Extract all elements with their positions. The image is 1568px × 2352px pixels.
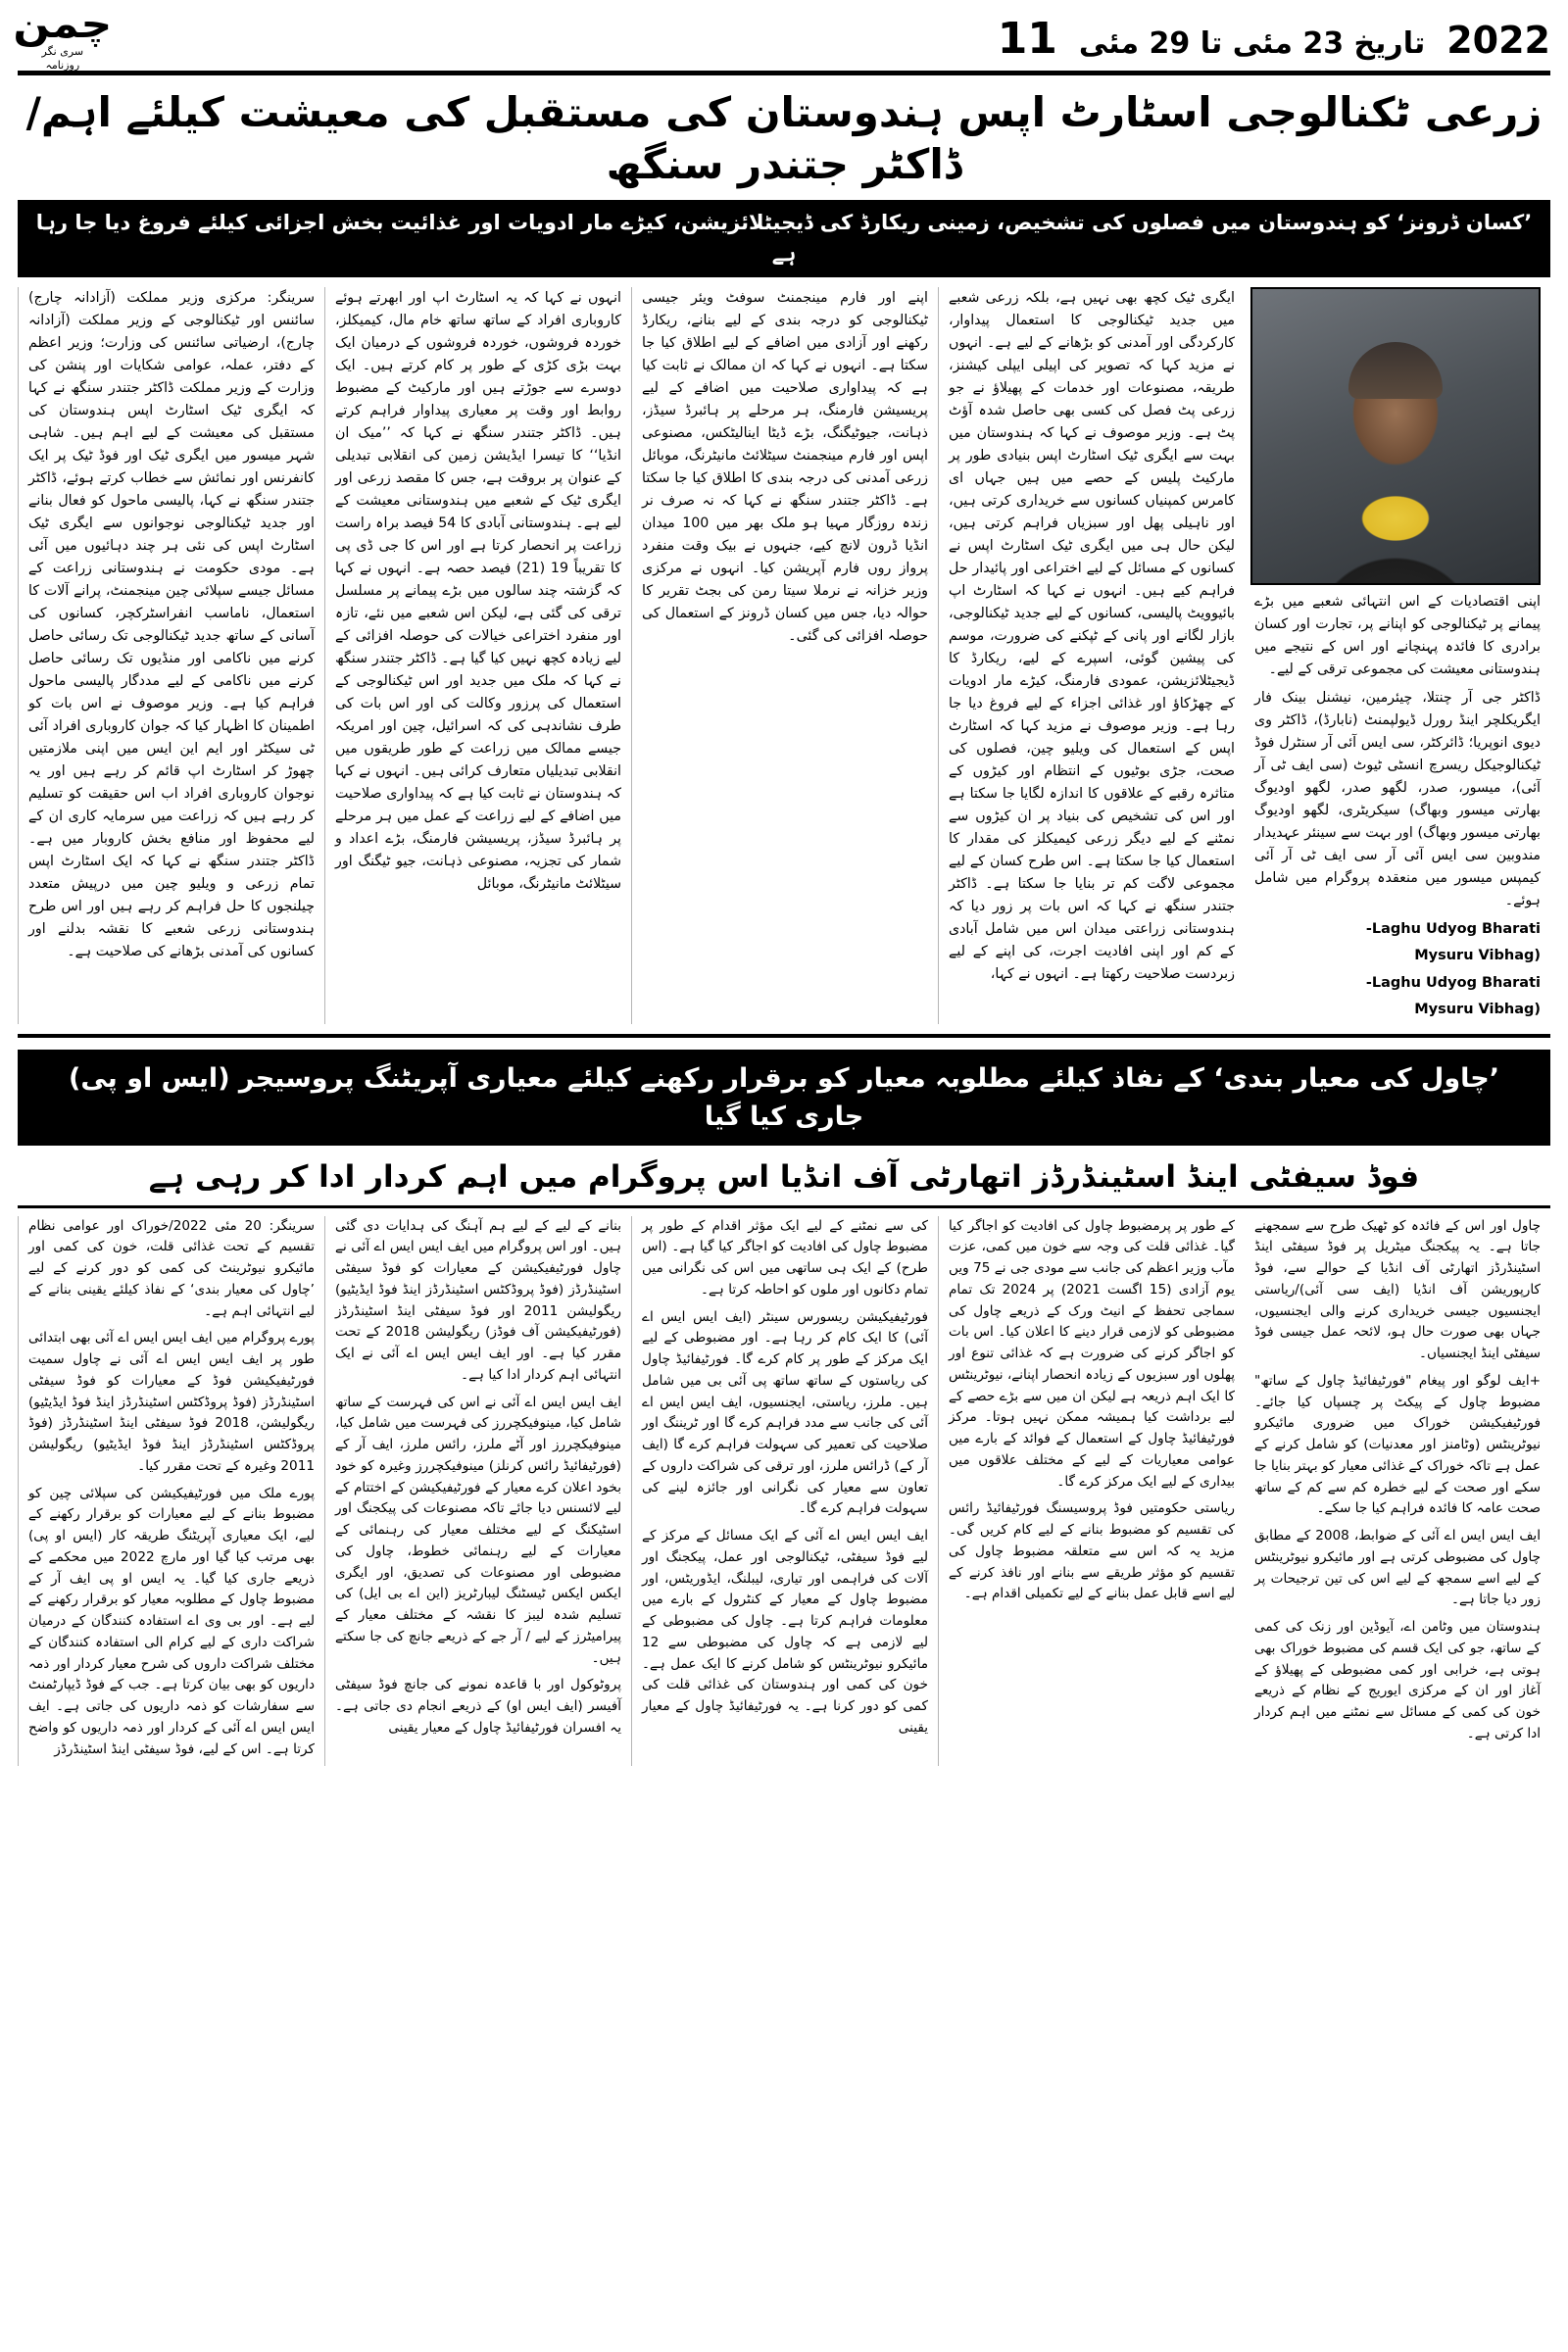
article2-column-4	[324, 1216, 631, 1767]
article1-subhead: ’کسان ڈرونز‘ کو ہندوستان میں فصلوں کی تشخیص، زمینی ریکارڈ کی ڈیجیٹلائزیشن، کیڑے مار ادویات اور غذائیت بخش اجزائی کیلئے فروغ دیا جا رہا ہے	[18, 200, 1550, 277]
article1-column-3	[631, 287, 938, 1024]
article2-col5-para-2: پورے پروگرام میں ایف ایس ایس اے آئی بھی ابتدائی طور پر ایف ایس ایس اے آئی نے چاول سمیت فورٹیفیکیشن فوڈ کے معیارات کو فوڈ سیفٹی اسٹینڈرڈز (فوڈ پروڈکٹس اسٹینڈرڈز اینڈ فوڈ ایڈیٹیو) ریگولیشن، 2018 فوڈ سیفٹی اینڈ اسٹینڈرڈز (فوڈ پروڈکٹس اسٹینڈرڈز اینڈ فوڈ ایڈیٹیو) ریگولیشن 2011 وغیرہ کے تحت مقرر کیا۔	[28, 1330, 315, 1474]
article2-col5-para-3: پورے ملک میں فورٹیفیکیشن کی سپلائی چین کو مضبوط بنانے کے لیے معیارات کو برقرار رکھنے کے لیے، ایک معیاری آپریٹنگ طریقہ کار (ایس او پی) بھی مرتب کیا گیا اور مارچ 2022 میں محکمے کے ذریعے جاری کیا گیا۔ یہ ایس او پی ایف آر کے مضبوط چاول کے مطلوبہ معیار کو برقرار رکھنے کے لیے ہے۔ اور بی وی اے استفادہ کنندگان کے درمیان شراکت داری کے لیے کرام الی استفادہ کنندگان کے مختلف شراکت داروں کی شرح معیار کردار اور ذمہ داریوں کو بھی بیان کرتا ہے۔ جب کے فوڈ ڈیپارٹمنٹ سے سفارشات کو ذمہ داریوں کی جاتی ہے۔ ایف ایس ایس اے آئی کے کردار اور ذمہ داریوں کو واضح کرتا ہے۔ اس کے لیے، فوڈ سیفٹی اینڈ اسٹینڈرڈز	[28, 1485, 315, 1757]
paper-logo	[13, 2, 113, 72]
article2-subhead: ’چاول کی معیار بندی‘ کے نفاذ کیلئے مطلوبہ معیار کو برقرار رکھنے کیلئے معیاری آپریٹنگ پروسیجر (ایس او پی) جاری کیا گیا	[18, 1050, 1550, 1146]
article2-col3-para-2: فورٹیفیکیشن ریسورس سینٹر (ایف ایس ایس اے آئی) کا ایک کام کر رہا ہے۔ اور مضبوطی کے لیے ایک مرکز کے طور پر کام کرے گا۔ فورٹیفائیڈ چاول کی ریاستوں کے ساتھ ساتھ پی آئی بی میں شامل ہیں۔ ملرز، ریاستی، ایجنسیوں، ایف ایس ایس اے آئی کی جانب سے مدد فراہم کرے گا اور ٹریننگ اور صلاحیت کی تعمیر کی سہولت فراہم کرے گا (ایف آر کے) ڈرائس ملرز، اور ترقی کی شراکت داروں کے تعاون سے معیار کی نگرانی اور جائزہ لینے کی سہولت فراہم کرے گا۔	[642, 1308, 928, 1517]
article1-column-4	[324, 287, 631, 1024]
article2-col1-para-1: چاول اور اس کے فائدہ کو ٹھیک طرح سے سمجھنے جاتا ہے۔ یہ پیکجنگ میٹریل پر فوڈ سیفٹی اینڈ اسٹینڈرڈز اتھارٹی آف انڈیا کے حوالے سے، فوڈ کارپوریشن آف انڈیا (ایف سی آئی)/ریاستی ایجنسیوں جیسی خریداری کرنے والی ایجنسیوں، جہاں بھی صورت حال ہو، لائحہ عمل جیسی فوڈ سیفٹی اینڈ ایجنسیاں۔	[1254, 1217, 1541, 1362]
article2-col2-para-2: ریاستی حکومتیں فوڈ پروسیسنگ فورٹیفائیڈ رائس کی تقسیم کو مضبوط بنانے کے لیے کام کریں گی۔ مزید یہ کہ اس سے متعلقہ مضبوط چاول کی تقسیم کو مؤثر طریقے سے بنانے اور نافذ کرنے کے لیے اسے قابل عمل بنانے کے لیے تکمیلی اقدام ہے۔	[949, 1500, 1235, 1602]
paper-logo-sub-2: روزنامہ	[45, 59, 80, 72]
article2-column-2	[938, 1216, 1245, 1767]
byline-1: -Laghu Udyog Bharati	[1365, 921, 1541, 937]
article1-column-5	[18, 287, 324, 1024]
article2-col4-para-3: پروٹوکول اور با قاعدہ نمونے کی جانچ فوڈ سیفٹی آفیسر (ایف ایس او) کے ذریعے انجام دی جاتی ہے۔ یہ افسران فورٹیفائیڈ چاول کے معیار یقینی	[335, 1677, 621, 1736]
byline-4: Mysuru Vibhag)	[1414, 1002, 1541, 1018]
article2-column-3	[631, 1216, 938, 1767]
minister-portrait-photo	[1250, 287, 1541, 585]
article1-col3-para-1: اپنے اور فارم مینجمنٹ سوفٹ ویئر جیسی ٹیکنالوجی کو درجہ بندی کے لیے بنانے، ریکارڈ رکھنے اور آزادی میں اضافے کے لیے اطلاق کیا جا سکتا ہے۔ انہوں نے کہا کہ ان ممالک نے ثابت کیا ہے کہ پیداواری صلاحیت میں اضافے کے لیے پریسیشن فارمنگ، ہر مرحلے پر ہائبرڈ سیڈز، ذہانت، جیوٹیگنگ، بڑے ڈیٹا اینالیٹکس، مصنوعی اپس اور فارم مینجمنٹ سیٹلائٹ مانیٹرنگ، موبائل زرعی آمدنی کی درجہ بندی کا اطلاق کیا جا سکتا ہے۔ ڈاکٹر جتندر سنگھ نے کہا کہ نہ صرف نر زندہ روزگار مہیا ہو ملک بھر میں 100 میدان انڈیا ڈرون لانچ کیے، جنہوں نے بیک وقت منفرد پرواز روں فارم آپریشن کیا۔ انہوں نے مرکزی وزیر خزانہ نے نرملا سیتا رمن کی بجٹ تقریر کا حوالہ دیا، جس میں کسان ڈرونز کے استعمال کی حوصلہ افزائی کی گئی۔	[642, 290, 929, 644]
article2-col3-para-1: کی سے نمٹنے کے لیے ایک مؤثر اقدام کے طور پر مضبوط چاول کی افادیت کو اجاگر کیا گیا ہے۔ (اس طرح) کے ایک ہی ساتھی میں اس کی نگرانی میں تمام دکانوں اور ملوں کو احاطہ کرتا ہے۔	[642, 1217, 928, 1298]
issue-year: 2022	[1446, 18, 1550, 62]
article1-col1-para-2: ڈاکٹر جی آر چنتلا، چیئرمین، نیشنل بینک فار ایگریکلچر اینڈ رورل ڈیولپمنٹ (نابارڈ)، ڈاکٹر وی دیوی انوپریا؛ ڈائرکٹر، سی ایس آئی آر سنٹرل فوڈ ٹیکنالوجیکل ریسرچ انسٹی ٹیوٹ (سی ایف ٹی آر آئی)، میسور، صدر، لگھو صدر، لگھو اودیوگ بھارتی میسور وبھاگ) سیکریٹری، لگھو اودیوگ بھارتی میسور وبھاگ) اور بہت سے سینئر عہدیدار مندوبین سی ایس آئی آر سی ایف ٹی آر آئی کیمپس میسور میں منعقدہ پروگرام میں شامل ہوئے۔	[1254, 690, 1541, 908]
article2-col1-para-2: +ایف لوگو اور پیغام "فورٹیفائیڈ چاول کے ساتھ" مضبوط چاول کے پیکٹ پر چسپاں کیا جائے۔ فورٹیفیکیشن خوراک میں ضروری مائیکرو نیوٹرینٹس (وٹامنز اور معدنیات) کو شامل کرنے کے عمل ہے تاکہ خوراک کے غذائی معیار کو بہتر بنایا جا سکے اور صحت کے لیے خطرہ کم سے کم کے ساتھ صحت عامہ کا فائدہ فراہم کیا جا سکے۔	[1254, 1372, 1541, 1517]
article2-col5-para-1: سرینگر: 20 مئی 2022/خوراک اور عوامی نظام تقسیم کے تحت غذائی قلت، خون کی کمی اور مائیکرو نیوٹرینٹ کی کمی کو دور کرنے کے لیے ’چاول کی معیار بندی‘ کے نفاذ کیلئے یقینی بنانے کے لیے انتہائی اہم ہے۔	[28, 1217, 315, 1319]
article2-col2-para-1: کے طور پر پرمضبوط چاول کی افادیت کو اجاگر کیا گیا۔ غذائی قلت کی وجہ سے خون میں کمی، عزت مآب وزیر اعظم کی جانب سے مودی جی نے 75 ویں یوم آزادی (15 اگست 2021) پر 2024 تک تمام سماجی تحفظ کے انیٹ ورک کے ذریعے چاول کی مضبوطی کو لازمی قرار دینے کا اعلان کیا۔ اس بات کو اجاگر کرنے کی ضرورت ہے کہ غذائی تنوع اور پھلوں اور سبزیوں کے زیادہ انحصار اپنانے، نیوٹرینٹس کا ایک اہم ذریعہ ہے لیکن ان میں سے بڑے حصے کے لیے برداشت کیا ہمیشہ ممکن نہیں ہوتا۔ مرکز فورٹیفائیڈ چاول کے استعمال کے فوائد کے بارے میں عوامی معیاریات کے لیے کے مختلف علاقوں میں بیداری کے لیے ایک مرکز کرے گا۔	[949, 1217, 1235, 1490]
article1-column-2	[938, 287, 1245, 1024]
masthead-issue-info	[998, 14, 1550, 64]
paper-logo-sub-1: سری نگر	[41, 45, 84, 59]
article2-body	[18, 1216, 1550, 1767]
article1-photo-wrap	[1254, 287, 1541, 585]
article1-column-1	[1245, 287, 1550, 1024]
article1-col4-para-1: انہوں نے کہا کہ یہ اسٹارٹ اپ اور ابھرتے ہوئے کاروباری افراد کے ساتھ ساتھ خام مال، کیمیکلز، خوردہ فروشوں، خوردہ فروشوں کے درمیان ایک بہت بڑی کڑی کے طور پر کام کرتے ہیں۔ ایک دوسرے سے جوڑتے ہیں اور مارکیٹ کے مضبوط روابط اور وقت پر معیاری پیداوار فراہم کرتے ہیں۔ ڈاکٹر جتندر سنگھ نے کہا کہ ’’میک ان انڈیا‘‘ کا تیسرا ایڈیشن زمین کی انقلابی تبدیلی کے عنوان پر بروقت ہے، جس کا مقصد زرعی اور ایگری ٹیک کے شعبے میں ہندوستانی معیشت کے لیے ہے۔ ہندوستانی آبادی کا 54 فیصد براہ راست زراعت پر انحصار کرتا ہے اور اس کا جی ڈی پی کا تقریباً 19 (21) فیصد حصہ ہے۔ انہوں نے کہا کہ گزشتہ چند سالوں میں بڑے پیمانے پر مسلسل ترقی کی گئی ہے، لیکن اس شعبے میں نئے، تازہ اور منفرد اختراعی خیالات کی حوصلہ افزائی کے لیے زیادہ کچھ نہیں کیا گیا ہے۔ ڈاکٹر جتندر سنگھ نے کہا کہ ملک میں جدید اور اس ٹیکنالوجی کے استعمال کی پرزور وکالت کی اور اس بات کی طرف نشاندہی کی کہ اسرائیل، چین اور امریکہ جیسے ممالک میں زراعت کے طور طریقوں میں انقلابی تبدیلیاں متعارف کرائی ہیں۔ انہوں نے کہا کہ ہندوستان نے ثابت کیا ہے کہ پیداواری صلاحیت میں اضافے کے لیے زراعت کے عمل میں ہر مرحلے پر ہائبرڈ سیڈز، پریسیشن فارمنگ، بڑے اعداد و شمار کی تجزیہ، مصنوعی ذہانت، جیو ٹیگنگ اور سیٹلائٹ مانیٹرنگ، موبائل	[335, 290, 622, 892]
article2-col4-para-2: ایف ایس ایس اے آئی نے اس کی فہرست کے ساتھ شامل کیا، مینوفیکچررز کی فہرست میں شامل کیا، مینوفیکچررز اور آٹے ملرز، رائس ملرز، ایف آر کے (فورٹیفائیڈ رائس کرنلز) مینوفیکچررز وغیرہ کو خود بخود اعلان کرے معیار کے فورٹیفیکیشن کے اختتام کے لیے لائسنس دیا جائے تاکہ مصنوعات کی پیکجنگ اور اسٹیکنگ کے لیے مختلف معیار کی رہنمائی کے معیارات کے لیے رہنمائی خطوط، چاول کی مضبوطی اور مصنوعات کی تصدیق، اور ایگری ایکس ایکس ٹیسٹنگ لیبارٹریز (این اے بی ایل) کی تسلیم شدہ لیبز کا نقشہ کے مختلف معیار کے پیرامیٹرز کے لیے / آر جے کے ذریعے جانچ کی جا سکتے ہیں۔	[335, 1394, 621, 1666]
issue-date: تاریخ 23 مئی تا 29 مئی	[1078, 25, 1426, 61]
article2-col1-para-4: ہندوستان میں وٹامن اے، آیوڈین اور زنک کی کمی کے ساتھ، جو کی ایک قسم کی مضبوط خوراک بھی ہوتی ہے، خرابی اور کمی مضبوطی کے پھیلاؤ کے آغاز اور ان کے مرکزی ایوریج کے نظام کے ذریعے خون کی کمی کے مسائل سے نمٹنے میں اہم کردار ادا کرتی ہے۔	[1254, 1619, 1541, 1741]
article2-col1-para-3: ایف ایس ایس اے آئی کے ضوابط، 2008 کے مطابق چاول کی مضبوطی کرتی ہے اور مائیکرو نیوٹرینٹس کے لیے اسے سمجھ کے لیے اس کی تین ترجیحات پر زور دیا جاتا ہے۔	[1254, 1528, 1541, 1608]
article1-col5-para-1: سرینگر: مرکزی وزیر مملکت (آزادانہ چارج) سائنس اور ٹیکنالوجی کے وزیر مملکت (آزادانہ چارج)، ارضیاتی سائنس کی وزارت؛ وزیر اعظم کے دفتر، عملہ، عوامی شکایات اور پنشن کی وزارت کے وزیر مملکت ڈاکٹر جتندر سنگھ نے کہا کہ ایگری ٹیک اسٹارٹ اپس ہندوستان کی مستقبل کی معیشت کے لیے اہم ہیں۔ شاہی شہر میسور میں ایگری ٹیک اور فوڈ ٹیک پر ایک کانفرنس اور نمائش سے خطاب کرتے ہوئے، ڈاکٹر جتندر سنگھ نے کہا، پالیسی ماحول کو فعال بنانے اور جدید ٹیکنالوجی نوجوانوں سے ایگری ٹیک اسٹارٹ اپس کی نئی ہر چند دہائیوں میں آئی ہے۔ مودی حکومت نے ہندوستانی زراعت کے مسائل جیسے سپلائی چین مینجمنٹ، پرانے آلات کا استعمال، ناماسب انفراسٹرکچر، کسانوں کی آسانی کے ساتھ جدید ٹیکنالوجی تک رسائی حاصل کرنے میں ناکامی اور منڈیوں تک رسائی حاصل کرنے میں ناکامی کے لیے مددگار پالیسی ماحول فراہم کیا ہے۔ وزیر موصوف نے اس بات کو اطمینان کا اظہار کیا کہ جوان کاروباری افراد آئی ٹی سیکٹر اور ایم این ایس میں اپنی ملازمتیں چھوڑ کر اسٹارٹ اپ قائم کر رہے ہیں اور یہ نوجوان کاروباری افراد اب اس حقیقت کو تسلیم کر رہے ہیں کہ زراعت میں سرمایہ کاری ان کے لیے محفوظ اور منافع بخش کاروبار میں ہے۔ ڈاکٹر جتندر سنگھ نے کہا کہ ایک اسٹارٹ اپس تمام زرعی و ویلیو چین میں درپیش متعدد چیلنجوں کا حل فراہم کر رہے ہیں اور اس طرح ہندوستانی زرعی شعبے کا نقشہ بدلنے اور کسانوں کی آمدنی بڑھانے کی صلاحیت ہے۔	[28, 290, 315, 959]
article2-column-1	[1245, 1216, 1550, 1767]
article2-col3-para-3: ایف ایس ایس اے آئی کے ایک مسائل کے مرکز کے لیے فوڈ سیفٹی، ٹیکنالوجی اور عمل، پیکجنگ اور آلات کی فراہمی اور تیاری، لیبلنگ، ایڈوریٹس، اور مضبوط چاول کے معیار کے کنٹرول کے بارے میں معلومات فراہم کرتا ہے۔ چاول کی مضبوطی کے لیے لازمی ہے کہ چاول کی مضبوطی سے 12 مائیکرو نیوٹرینٹس کو شامل کرنے کا ایک عمل ہے۔ خون کی کمی اور ہندوستان کی غذائی قلت کی کمی کو دور کرنا ہے۔ یہ فورٹیفائیڈ چاول کے معیار یقینی	[642, 1528, 928, 1736]
masthead	[13, 2, 1550, 75]
byline-3: -Laghu Udyog Bharati	[1365, 974, 1541, 991]
article2-headline: فوڈ سیفٹی اینڈ اسٹینڈرڈز اتھارٹی آف انڈیا اس پروگرام میں اہم کردار ادا کر رہی ہے	[18, 1157, 1550, 1207]
article1-headline: زرعی ٹکنالوجی اسٹارٹ اپس ہندوستان کی مستقبل کی معیشت کیلئے اہم/ڈاکٹر جتندر سنگھ	[25, 88, 1543, 188]
article1-col2-para-1: ایگری ٹیک کچھ بھی نہیں ہے، بلکہ زرعی شعبے میں جدید ٹیکنالوجی کا استعمال پیداوار، کارکردگی اور آمدنی کو بڑھانے کے لیے ہے۔ انہوں نے مزید کہا کہ تصویر کی اپیلی ایپلی کیشنز، طریقہ، مصنوعات اور خدمات کے پھیلاؤ نے جو زرعی پٹ فصل کی کسی بھی حاصل شدہ آؤٹ پٹ ہے۔ وزیر موصوف نے کہا کہ ہندوستان میں بہت سے ایگری ٹیک اسٹارٹ اپس بنیادی طور پر مارکیٹ پلیس کے حصے میں ہیں جہاں ای کامرس کمپنیاں کسانوں سے خریداری کرتی ہیں، اور ناہیلی پھل اور سبزیاں فراہم کرتی ہیں، لیکن حال ہی میں ایگری ٹیک اسٹارٹ اپس نے کسانوں کے مسائل کے لیے اختراعی اور پائیدار حل فراہم کیے ہیں۔ انہوں نے کہا کہ اسٹارٹ اپ بائیوویٹ پالیسی، کسانوں کے لیے جدید ٹیکنالوجی، بازار لگانے اور پانی کے ٹپکنے کی ضرورت، موسم کی پیشین گوئی، اسپرے کے لیے، ریکارڈ کا ڈیجیٹلائزیشن، عمودی فارمنگ، کیڑے مار ادویات کے چھڑکاؤ اور غذائی اجزاء کے لیے فروغ دیا جا رہا ہے۔ وزیر موصوف نے مزید کہا کہ اسٹارٹ اپس کے استعمال کی ویلیو چین، فصلوں کی صحت، جڑی بوٹیوں کے انتظام اور کیڑوں کے متاثرہ رقبے کے علاقوں کا اندازہ لگایا جا سکتا ہے اور اس کی تشخیص کی بنیاد پر ان کیڑوں سے نمٹنے کے لیے دیگر زرعی کیمیکلز کی مقدار کا استعمال کیا جا سکتا ہے۔ اس طرح کسان کے لیے مجموعی لاگت کم تر بنایا جا سکتا ہے۔ ڈاکٹر جتندر سنگھ نے کہا کہ اس بات پر زور دیا کہ ہندوستانی زراعتی میدان اس میں شامل آبادی کے کم اور اپنی افادیت اجرت، کی اپنے کے لیے زبردست صلاحیت رکھتا ہے۔ انہوں نے کہا،	[949, 290, 1235, 982]
paper-logo-text: چمن	[13, 2, 113, 48]
article1-col1-para-1: اپنی اقتصادیات کے اس انتہائی شعبے میں بڑے پیمانے پر ٹیکنالوجی کو اپنانے پر، تجارت اور کسان برادری کا فائدہ پہنچانے اور اس کے نتیجے میں ہندوستانی معیشت کی مجموعی ترقی کے لیے۔	[1254, 594, 1541, 677]
article1-body	[18, 287, 1550, 1038]
page-number: 11	[997, 13, 1057, 64]
article2-column-5	[18, 1216, 324, 1767]
article2-col4-para-1: بنانے کے لیے کے لیے ہم آہنگ کی ہدایات دی گئی ہیں۔ اور اس پروگرام میں ایف ایس ایس اے آئی نے چاول فورٹیفیکیشن کے معیارات کو فوڈ سیفٹی اسٹینڈرڈز (فوڈ پروڈکٹس اسٹینڈرڈز اینڈ فوڈ ایڈیٹیو) ریگولیشن 2011 اور فوڈ سیفٹی اینڈ اسٹینڈرڈز (فورٹیفیکیشن آف فوڈز) ریگولیشن 2018 کے تحت مقرر کیا ہے۔ اور ایف ایس ایس اے آئی نے ایک انتہائی اہم کردار ادا کیا ہے۔	[335, 1217, 621, 1383]
masthead-logo-block	[13, 2, 113, 72]
byline-2: Mysuru Vibhag)	[1414, 948, 1541, 964]
